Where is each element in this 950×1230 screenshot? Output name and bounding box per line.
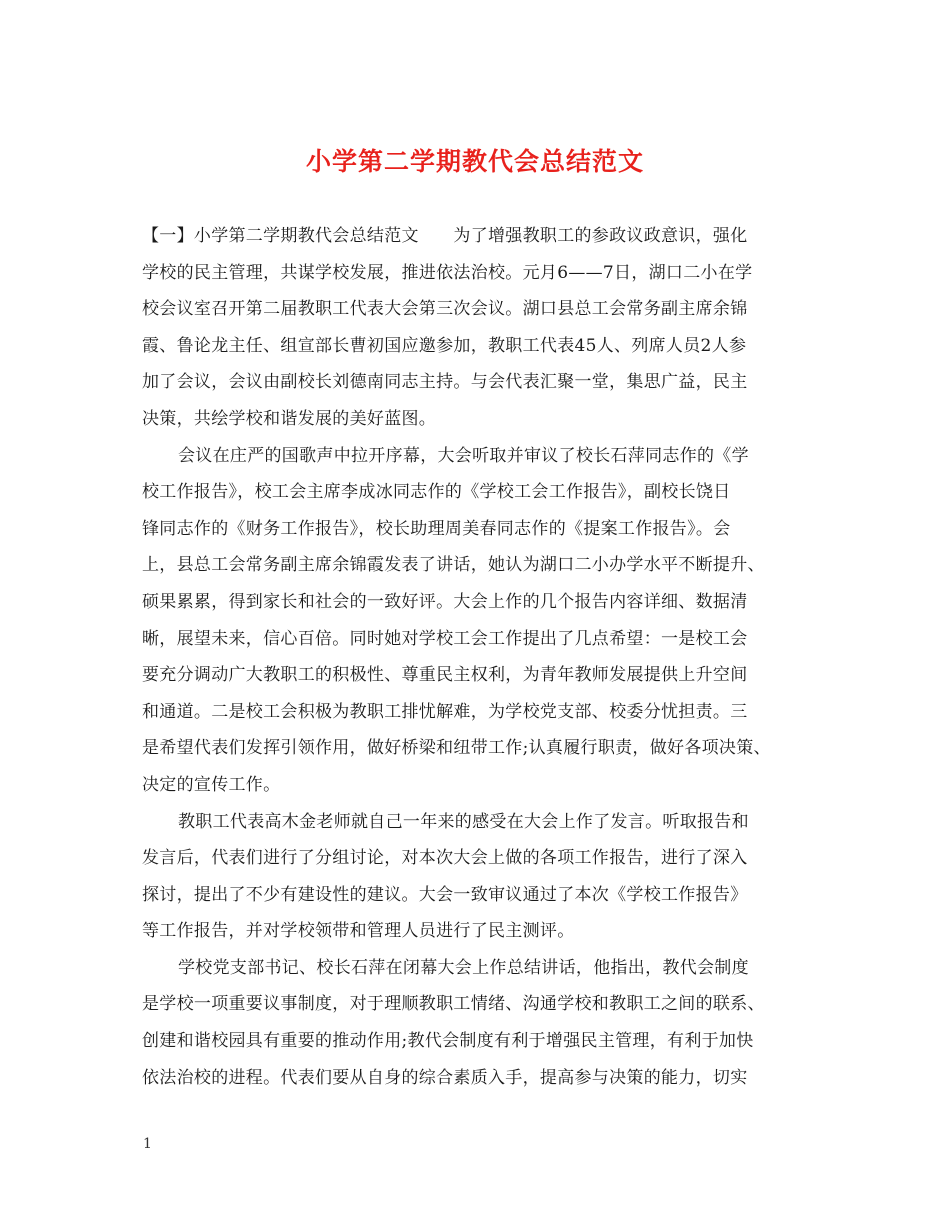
document-body [142,218,802,1096]
body-line: 创建和谐校园具有重要的推动作用;教代会制度有利于增强民主管理，有利于加快 [142,1031,754,1052]
body-line: 硕果累累，得到家长和社会的一致好评。大会上作的几个报告内容详细、数据清 [142,591,748,612]
body-line: 会议在庄严的国歌声中拉开序幕，大会听取并审议了校长石萍同志作的《学 [178,445,749,466]
body-line: 学校的民主管理，共谋学校发展，推进依法治校。元月6——7日，湖口二小在学 [142,262,753,283]
body-line: 晰，展望未来，信心百倍。同时她对学校工会工作提出了几点希望：一是校工会 [142,628,748,649]
body-line: 校会议室召开第二届教职工代表大会第三次会议。湖口县总工会常务副主席余锦 [142,299,748,320]
body-line: 探讨，提出了不少有建设性的建议。大会一致审议通过了本次《学校工作报告》 [142,884,748,905]
body-line: 霞、鲁论龙主任、组宣部长曹初国应邀参加，教职工代表45人、列席人员2人参 [142,335,747,356]
body-line: 锋同志作的《财务工作报告》，校长助理周美春同志作的《提案工作报告》。会 [142,518,731,539]
body-line: 决定的宣传工作。 [142,774,281,795]
body-line: 和通道。二是校工会积极为教职工排忧解难，为学校党支部、校委分忧担责。三 [142,701,748,722]
body-line: 学校党支部书记、校长石萍在闭幕大会上作总结讲话，他指出，教代会制度 [178,957,749,978]
body-line: 校工作报告》，校工会主席李成冰同志作的《学校工会工作报告》，副校长饶日 [142,482,731,503]
body-line: 【一】小学第二学期教代会总结范文 为了增强教职工的参政议政意识，强化 [142,226,748,246]
body-line: 加了会议，会议由副校长刘德南同志主持。与会代表汇聚一堂，集思广益，民主 [142,372,748,393]
body-line: 教职工代表高木金老师就自己一年来的感受在大会上作了发言。听取报告和 [178,811,749,832]
page-number: 1 [143,1136,152,1152]
body-line: 要充分调动广大教职工的积极性、尊重民主权利，为青年教师发展提供上升空间 [142,665,748,686]
body-line: 依法治校的进程。代表们要从自身的综合素质入手，提高参与决策的能力，切实 [142,1067,748,1088]
body-line: 发言后，代表们进行了分组讨论，对本次大会上做的各项工作报告，进行了深入 [142,848,748,869]
body-line: 上，县总工会常务副主席余锦霞发表了讲话，她认为湖口二小办学水平不断提升、 [142,555,765,576]
body-line: 决策，共绘学校和谐发展的美好蓝图。 [142,408,437,429]
body-line: 等工作报告，并对学校领带和管理人员进行了民主测评。 [142,921,575,942]
document-title: 小学第二学期教代会总结范文 [305,147,644,176]
body-line: 是学校一项重要议事制度，对于理顺教职工情绪、沟通学校和教职工之间的联系、 [142,994,765,1015]
body-line: 是希望代表们发挥引领作用，做好桥梁和纽带工作;认真履行职责，做好各项决策、 [142,738,771,759]
